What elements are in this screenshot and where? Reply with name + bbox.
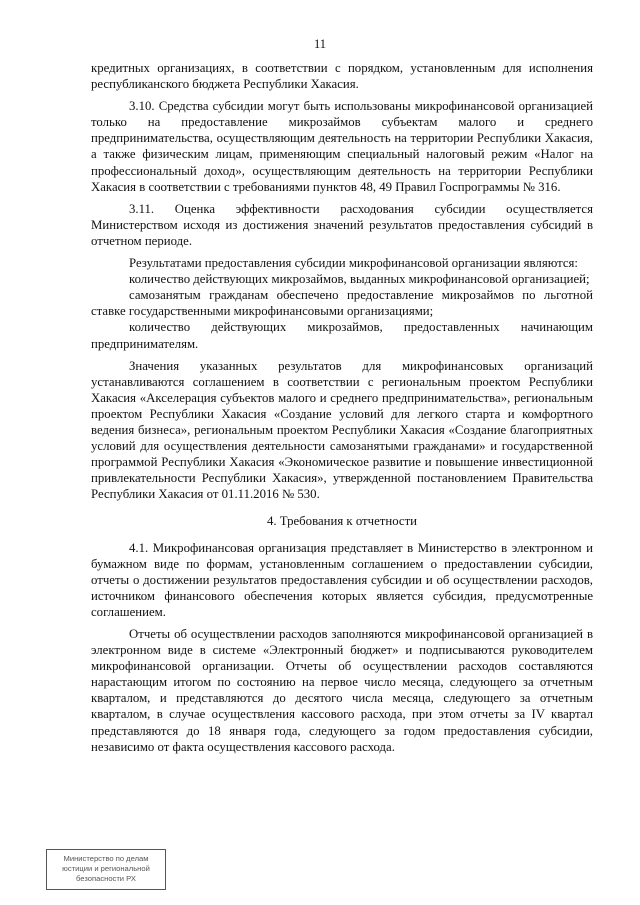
paragraph-result-values: Значения указанных результатов для микрофинансовых организаций устанавливаются соглашением в соответствии с региональным проектом Республики Хакасия «Акселерация субъектов малого и среднего предпринимательства», региональным проектом Республики Хакасия «Создание условий для легкого старта и комфортного ведения бизнеса», региональным проектом Республики Хакасия «Создание благоприятных условий для осуществления деятельности самозанятыми гражданами» и государственной программой Республики Хакасия «Экономическое развитие и повышение инвестиционной привлекательности Республики Хакасия», утвержденной постановлением Правительства Республики Хакасия от 01.11.2016 № 530. (91, 358, 593, 502)
list-item-microloans-count: количество действующих микрозаймов, выданных микрофинансовой организацией; (129, 272, 590, 287)
stamp-line: Министерство по делам (63, 854, 149, 863)
paragraph-3-10: 3.10. Средства субсидии могут быть использованы микрофинансовой организацией только на предоставление микрозаймов субъектам малого и среднего предпринимательства, осуществляющим деятельность на территории Республики Хакасия, а также физическим лицам, применяющим специальный налоговый режим «Налог на профессиональный доход», осуществляющим деятельность на территории Республики Хакасия в соответствии с требованиями пунктов 48, 49 Правил Госпрограммы № 316. (91, 99, 593, 194)
list-item-new-entrepreneurs: количество действующих микрозаймов, предоставленных начинающим предпринимателям. (91, 320, 593, 351)
document-body (91, 60, 593, 755)
paragraph-expense-reports: Отчеты об осуществлении расходов заполняются микрофинансовой организацией в электронном виде в системе «Электронный бюджет» и подписываются руководителем микрофинансовой организации. Отчеты об осуществлении расходов составляются нарастающим итогом по состоянию на первое число месяца, следующего за отчетным кварталом, и представляются до десятого числа месяца, следующего за отчетным кварталом, в случае осуществления кассового расхода, при этом отчеты за IV квартал представляются до 18 января года, следующего за годом предоставления субсидии, независимо от факта осуществления кассового расхода. (91, 627, 593, 754)
section-heading: 4. Требования к отчетности (266, 514, 418, 529)
paragraph-3-11: 3.11. Оценка эффективности расходования субсидии осуществляется Министерством исходя из достижения значений результатов предоставления субсидий в отчетном периоде. (91, 201, 593, 248)
paragraph-4-1: 4.1. Микрофинансовая организация представляет в Министерство в электронном и бумажном виде по формам, установленным соглашением о предоставлении субсидии, отчеты о достижении результатов предоставления субсидии и об осуществлении расходов, источником финансового обеспечения которых является субсидия, предусмотренные соглашением. (91, 540, 593, 619)
paragraph-results-intro: Результатами предоставления субсидии микрофинансовой организации являются: (129, 256, 578, 271)
stamp-line: юстиции и региональной (62, 864, 150, 873)
stamp-line: безопасности РХ (76, 874, 136, 883)
registration-stamp (46, 849, 166, 890)
paragraph-continuation: кредитных организациях, в соответствии с порядком, установленным для исполнения республиканского бюджета Республики Хакасия. (91, 61, 593, 92)
page-number: 11 (313, 37, 327, 51)
list-item-self-employed: самозанятым гражданам обеспечено предоставление микрозаймов по льготной ставке государственными микрофинансовыми организациями; (91, 288, 593, 319)
